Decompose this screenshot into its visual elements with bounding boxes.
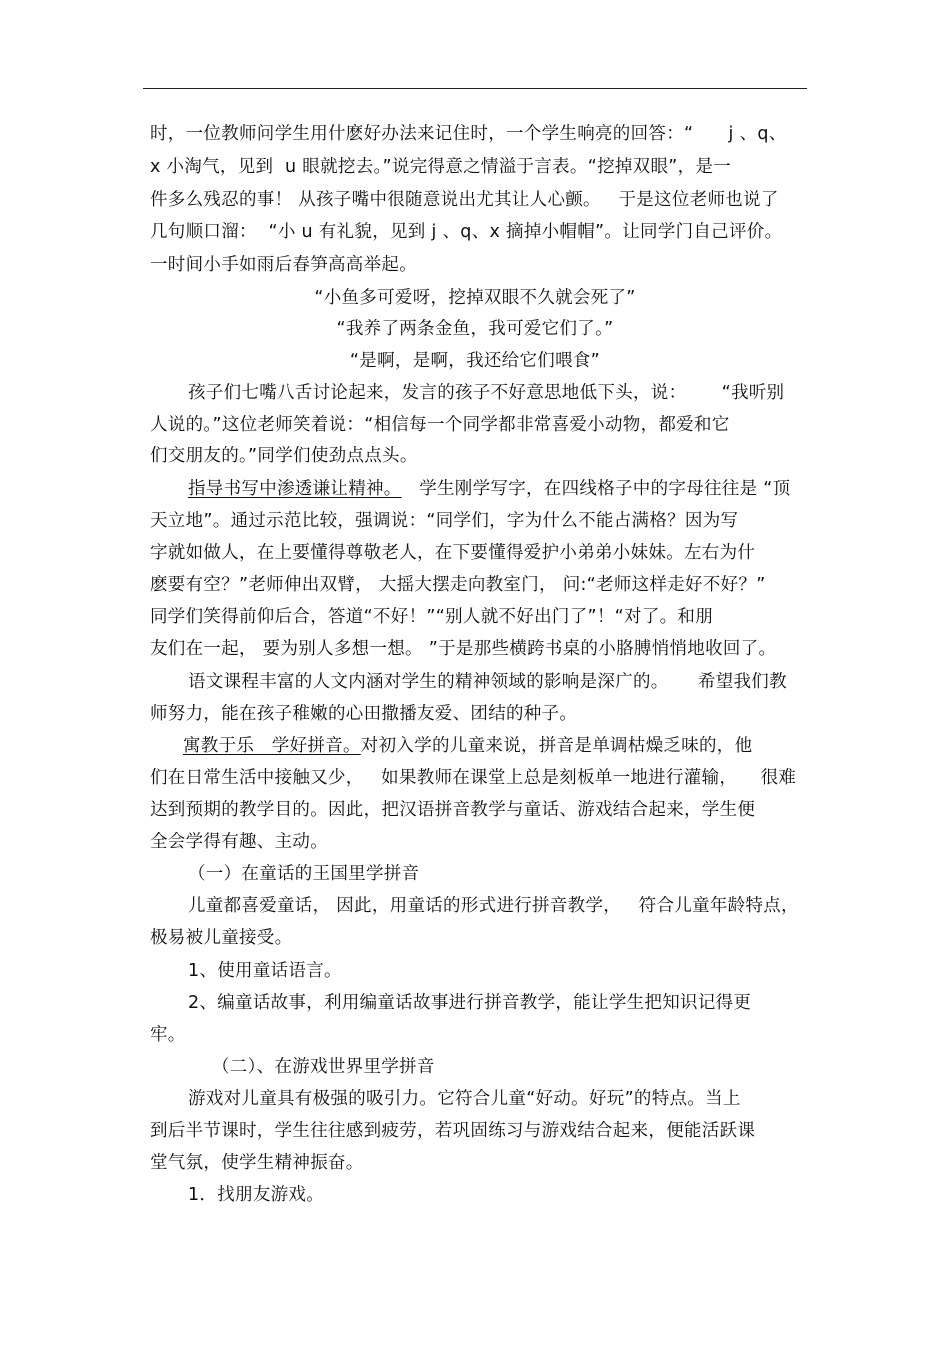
- text-line: 孩子们七嘴八舌讨论起来，发言的孩子不好意思地低下头，说： “我听别: [188, 383, 785, 403]
- underlined-heading: 寓教于乐 学好拼音。: [183, 736, 361, 756]
- section-heading: [183, 734, 752, 758]
- list-item: 1、使用童话语言。: [188, 961, 342, 981]
- quote-line: “小鱼多可爱呀，挖掉双眼不久就会死了”: [314, 288, 636, 308]
- text-line: 儿童都喜爱童话， 因此，用童话的形式进行拼音教学， 符合儿童年龄特点，: [188, 896, 799, 916]
- section-heading: [188, 477, 790, 501]
- text-line: 几句顺口溜： “小 u 有礼貌，见到 j 、q、x 摘掉小帽帽”。让同学门自己评价。: [150, 222, 783, 242]
- text-line: 友们在一起， 要为别人多想一想。 ”于是那些横跨书桌的小胳膊悄悄地收回了。: [150, 639, 777, 659]
- text-line: 游戏对儿童具有极强的吸引力。它符合儿童“好动。好玩”的特点。当上: [188, 1089, 741, 1109]
- text-line: 语文课程丰富的人文内涵对学生的精神领域的影响是深广的。 希望我们教: [188, 672, 787, 692]
- text-line: 堂气氛，使学生精神振奋。: [150, 1153, 364, 1173]
- text-line: 时，一位教师问学生用什麽好办法来记住时，一个学生响亮的回答：“ j 、q、: [150, 124, 787, 144]
- text-line: 极易被儿童接受。: [150, 928, 293, 948]
- list-item: 2、编童话故事，利用编童话故事进行拼音教学，能让学生把知识记得更: [188, 993, 752, 1013]
- header-rule: [143, 88, 807, 89]
- underlined-heading: 指导书写中渗透谦让精神。: [188, 479, 402, 499]
- text-line: 们在日常生活中接触又少， 如果教师在课堂上总是刻板单一地进行灌输， 很难: [150, 768, 797, 788]
- subheading: （二）、在游戏世界里学拼音: [212, 1057, 435, 1077]
- text-line: 达到预期的教学目的。因此，把汉语拼音教学与童话、游戏结合起来，学生便: [150, 800, 756, 820]
- text-line: 字就如做人，在上要懂得尊敬老人，在下要懂得爱护小弟弟小妹妹。左右为什: [150, 543, 756, 563]
- text-line: 学生刚学写字，在四线格子中的字母往往是 “顶: [419, 479, 791, 499]
- text-line: x 小淘气，见到 u 眼就挖去。”说完得意之情溢于言表。“挖掉双眼”，是一: [150, 157, 732, 177]
- text-line: 同学们笑得前仰后合，答道“不好！”“别人就不好出门了”！“对了。和朋: [150, 607, 714, 627]
- text-line: 师努力，能在孩子稚嫩的心田撒播友爱、团结的种子。: [150, 704, 578, 724]
- list-item: 1．找朋友游戏。: [188, 1185, 325, 1205]
- quote-line: “是啊，是啊，我还给它们喂食”: [349, 351, 601, 371]
- text-line: 们交朋友的。”同学们使劲点点头。: [150, 446, 418, 466]
- text-line: 全会学得有趣、主动。: [150, 832, 328, 852]
- text-line: 一时间小手如雨后春笋高高举起。: [150, 255, 417, 275]
- text-line: 件多么残忍的事！ 从孩子嘴中很随意说出尤其让人心颤。 于是这位老师也说了: [150, 190, 779, 210]
- quote-line: “我养了两条金鱼，我可爱它们了。”: [336, 319, 614, 339]
- text-line: 麽要有空？”老师伸出双臂， 大摇大摆走向教室门， 问:“老师这样走好不好？”: [150, 575, 766, 595]
- subheading: （一）在童话的王国里学拼音: [188, 864, 420, 884]
- text-line: 到后半节课时，学生往往感到疲劳，若巩固练习与游戏结合起来，便能活跃课: [150, 1121, 756, 1141]
- text-line: 牢。: [150, 1025, 186, 1045]
- text-line: 天立地”。通过示范比较，强调说：“同学们，字为什么不能占满格？因为写: [150, 511, 739, 531]
- text-line: 人说的。”这位老师笑着说：“相信每一个同学都非常喜爱小动物，都爱和它: [150, 415, 730, 435]
- text-line: 对初入学的儿童来说，拼音是单调枯燥乏味的，他: [360, 736, 753, 756]
